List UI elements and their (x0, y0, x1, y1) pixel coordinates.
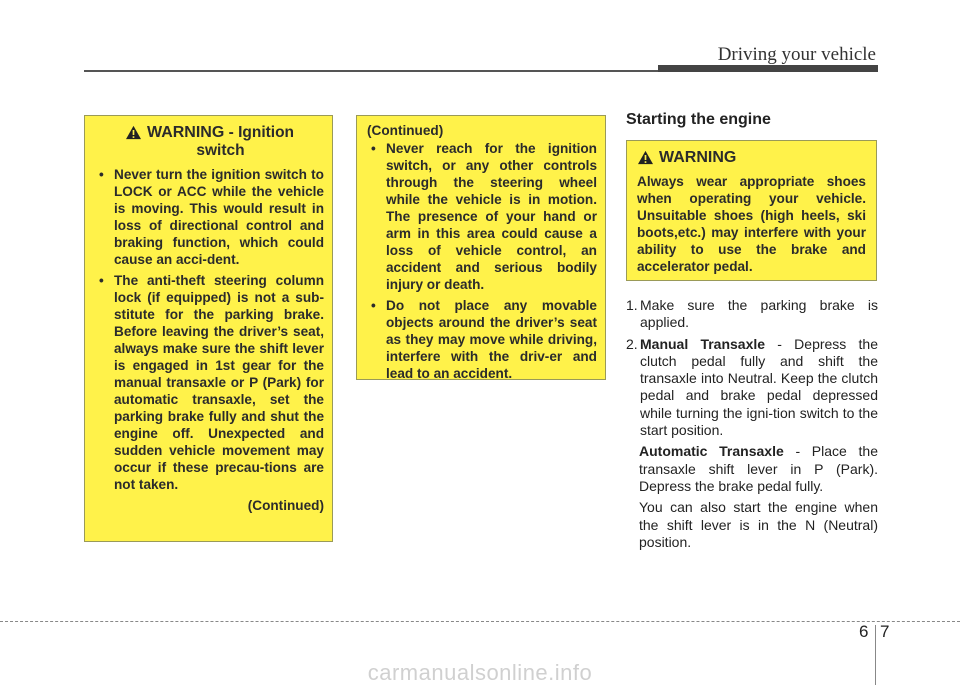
list-item: • The anti-theft steering column lock (if equipped) is not a sub-stitute for the parking brake. Before leaving the driver’s seat, always make sure the shift lever is engaged in 1st gear for the manual transaxle or P (Park) for automatic transaxle, set the parking brake fully and shut the engine off. Unexpected and sudden vehicle movement may occur if these precau-tions are not taken. (95, 272, 324, 493)
watermark: carmanualsonline.info (367, 660, 593, 685)
list-item: • Never reach for the ignition switch, or any other controls through the steering wheel while the vehicle is in motion. The presence of your hand or arm in this area could cause a loss of vehicle control, an accident and serious bodily injury or death. (367, 140, 597, 293)
warning-label: WARNING (659, 149, 737, 166)
warning-box-continued (356, 115, 606, 380)
warning-box-ignition (84, 115, 333, 542)
step-body: - Place the transaxle shift lever in P (Park). Depress the brake pedal fully. (639, 443, 878, 494)
step-number: 1. (626, 297, 638, 313)
continued-label: (Continued) (247, 498, 324, 513)
warning-triangle-icon (125, 125, 142, 140)
chapter-number: 6 (859, 622, 869, 641)
step-text: Make sure the parking brake is applied. (640, 297, 878, 331)
step-number: 2. (626, 335, 638, 352)
warning-subtitle: switch (196, 142, 245, 159)
header-rule-accent (658, 65, 878, 72)
list-item: • Do not place any movable objects around the driver’s seat as they may move while driving, interfere with the driv-er and lead to an accident. (367, 297, 597, 382)
step-text (640, 336, 878, 440)
automatic-paragraph (639, 443, 878, 495)
step-emphasis: Automatic Transaxle (639, 443, 784, 460)
warning-list (367, 140, 597, 382)
step-2 (626, 336, 878, 440)
continued-label: (Continued) (367, 123, 444, 138)
warning-heading (95, 124, 324, 160)
neutral-paragraph: You can also start the engine when the shift lever is in the N (Neutral) position. (639, 499, 878, 550)
step-1 (626, 297, 878, 332)
header-title: Driving your vehicle (717, 44, 876, 65)
step-emphasis: Manual Transaxle (640, 335, 766, 352)
warning-box-shoes (626, 140, 877, 281)
starting-steps (626, 297, 878, 551)
warning-heading (637, 149, 866, 167)
page-number: 7 (880, 622, 890, 641)
footer-rule (0, 621, 960, 622)
section-title: Starting the engine (626, 111, 771, 128)
warning-label: WARNING (146, 124, 225, 141)
warning-list (95, 166, 324, 493)
warning-triangle-icon (637, 150, 654, 165)
step-body: - Depress the clutch pedal fully and shift the transaxle into Neutral. Keep the clutch pedal and brake pedal depressed while turning the igni-tion switch to the start position. (640, 335, 878, 439)
warning-text: Always wear appropriate shoes when operating your vehicle. Unsuitable shoes (high heels, ski boots,etc.) may interfere with your ability to use the brake and accelerator pedal. (637, 174, 866, 274)
warning-title: - Ignition (224, 124, 295, 141)
header-rule (84, 70, 662, 72)
list-item: • Never turn the ignition switch to LOCK or ACC while the vehicle is moving. This would result in loss of directional control and braking function, which could cause an acci-dent. (95, 166, 324, 268)
